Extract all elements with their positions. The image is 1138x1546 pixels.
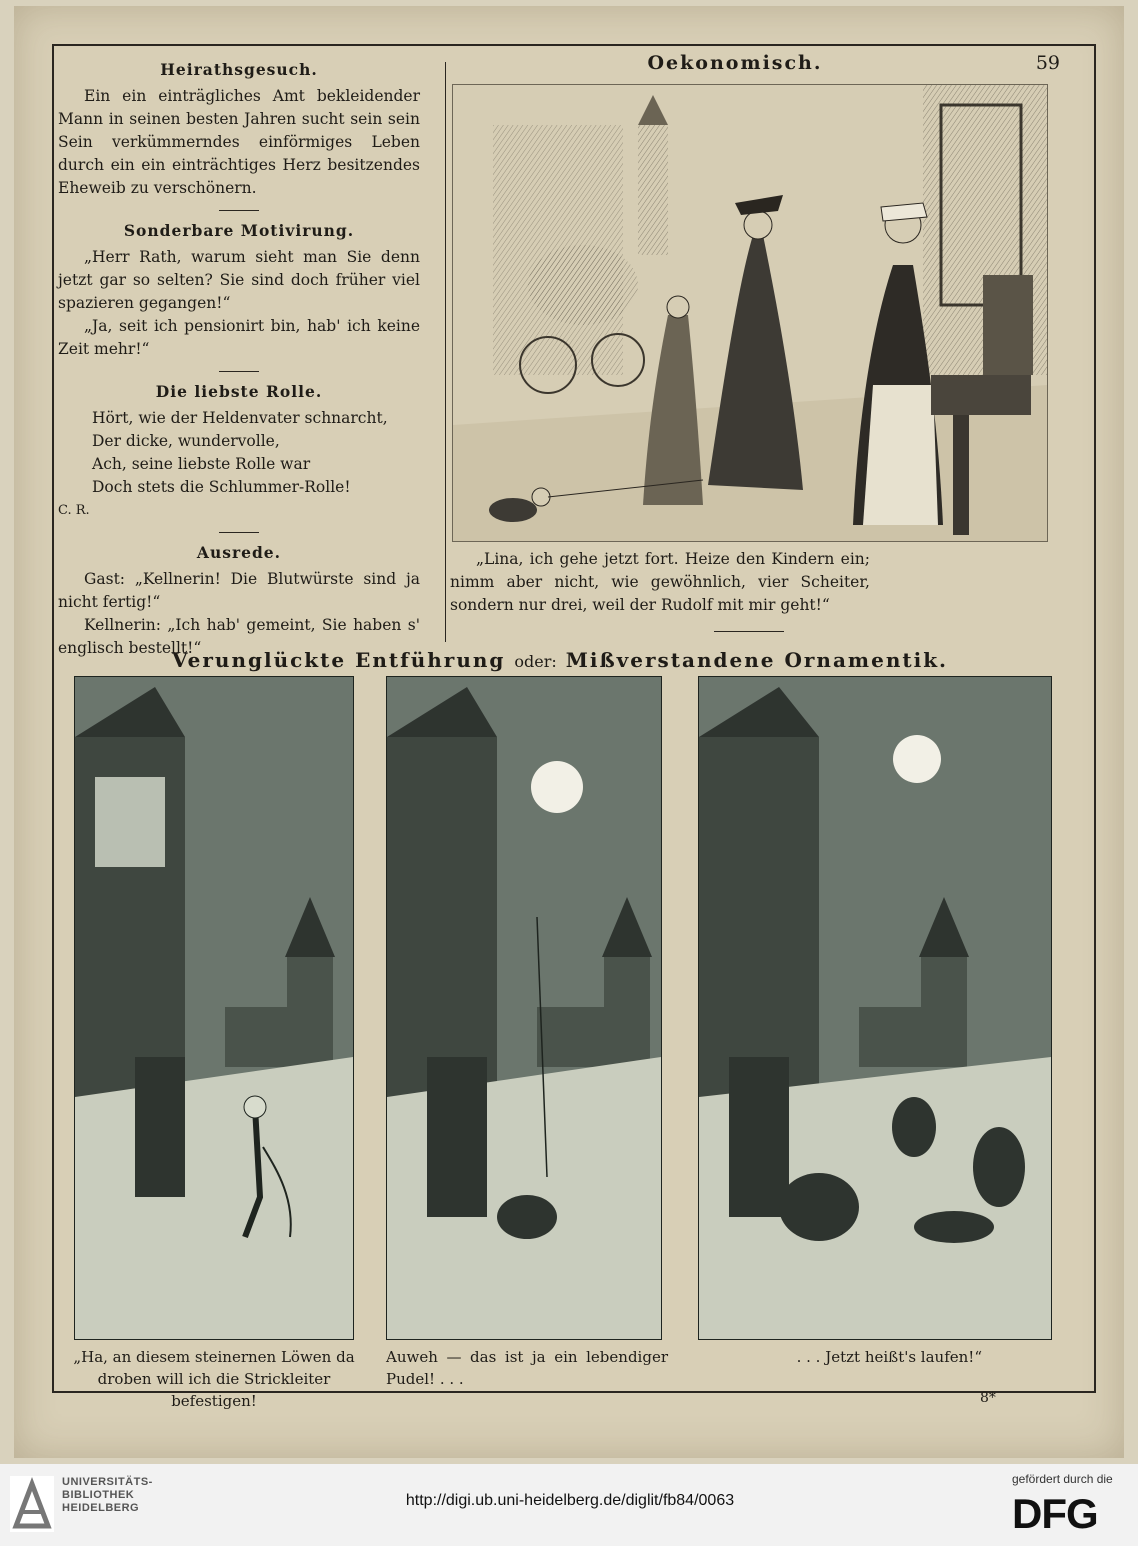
panel-1-caption: „Ha, an diesem steinernen Löwen da droben will ich die Strickleiter befestigen! bbox=[73, 1348, 355, 1410]
library-name-line: UNIVERSITÄTS- bbox=[62, 1476, 153, 1488]
poem-line: Ach, seine liebste Rolle war bbox=[92, 455, 311, 473]
library-name bbox=[62, 1476, 153, 1515]
permalink-url[interactable]: http://digi.ub.uni-heidelberg.de/diglit/fb84/0063 bbox=[405, 1492, 735, 1509]
comic-panel-2 bbox=[386, 676, 662, 1340]
comic-title-oder: oder: bbox=[514, 652, 557, 671]
oekonomisch-title: Oekonomisch. bbox=[647, 52, 823, 74]
funding-label: gefördert durch die bbox=[1012, 1472, 1113, 1486]
library-name-line: HEIDELBERG bbox=[62, 1502, 140, 1514]
library-name-line: BIBLIOTHEK bbox=[62, 1489, 135, 1501]
left-column bbox=[58, 52, 420, 660]
oekonomisch-caption bbox=[450, 548, 870, 617]
sheet-signature: 8* bbox=[980, 1390, 996, 1406]
poem-line: Hört, wie der Heldenvater schnarcht, bbox=[92, 409, 388, 427]
comic-panel-3 bbox=[698, 676, 1052, 1340]
poem-line: Doch stets die Schlummer-Rolle! bbox=[92, 478, 351, 496]
page-number: 59 bbox=[1035, 52, 1060, 74]
engraving-scene bbox=[453, 85, 1047, 541]
panel-3-engraving bbox=[699, 677, 1051, 1339]
heirathsgesuch-title: Heirathsgesuch. bbox=[160, 60, 318, 79]
section-rule bbox=[219, 532, 259, 533]
comic-panel-1 bbox=[74, 676, 354, 1340]
footer-bar bbox=[0, 1464, 1138, 1546]
caption-text: „Lina, ich gehe jetzt fort. Heize den Kindern ein; nimm aber nicht, wie gewöhnlich, vier Scheiter, sondern nur drei, weil der Rudolf mit mir geht!“ bbox=[450, 550, 870, 614]
panel-2-caption: Auweh — das ist ja ein lebendiger Pudel! . . . bbox=[386, 1348, 668, 1388]
comic-title bbox=[80, 648, 1040, 672]
section-rule bbox=[219, 210, 259, 211]
signature: C. R. bbox=[58, 503, 90, 518]
library-logo-icon bbox=[10, 1476, 54, 1532]
motivirung-p2: „Ja, seit ich pensionirt bin, hab' ich keine Zeit mehr!“ bbox=[58, 317, 420, 358]
panel-3-caption: . . . Jetzt heißt's laufen!“ bbox=[796, 1348, 982, 1366]
oekonomisch-illustration bbox=[452, 84, 1048, 542]
heirathsgesuch-text: Ein ein einträgliches Amt bekleidender Mann in seinen besten Jahren sucht sein sein Sein verkümmerndes einförmiges Leben durch ein ein einträchtiges Herz besitzendes Eheweib zu verschönern. bbox=[58, 87, 420, 197]
column-divider bbox=[445, 62, 446, 642]
section-rule bbox=[219, 371, 259, 372]
motivirung-p1: „Herr Rath, warum sieht man Sie denn jetzt gar so selten? Sie sind doch früher viel spazieren gegangen!“ bbox=[58, 248, 420, 312]
poem-line: Der dicke, wundervolle, bbox=[92, 432, 280, 450]
panel-1-engraving bbox=[75, 677, 353, 1339]
comic-title-b: Mißverstandene Ornamentik. bbox=[565, 648, 949, 672]
ausrede-p1: Gast: „Kellnerin! Die Blutwürste sind ja nicht fertig!“ bbox=[58, 570, 420, 611]
comic-title-a: Verunglückte Entführung bbox=[171, 648, 506, 672]
section-rule bbox=[714, 631, 784, 632]
rolle-title: Die liebste Rolle. bbox=[155, 382, 323, 401]
panel-2-engraving bbox=[387, 677, 661, 1339]
ausrede-title: Ausrede. bbox=[196, 543, 282, 562]
ausrede-p2: Kellnerin: „Ich hab' gemeint, Sie haben s' englisch bestellt!“ bbox=[58, 616, 420, 657]
motivirung-title: Sonderbare Motivirung. bbox=[123, 221, 355, 240]
dfg-logo: DFG bbox=[1012, 1490, 1098, 1537]
